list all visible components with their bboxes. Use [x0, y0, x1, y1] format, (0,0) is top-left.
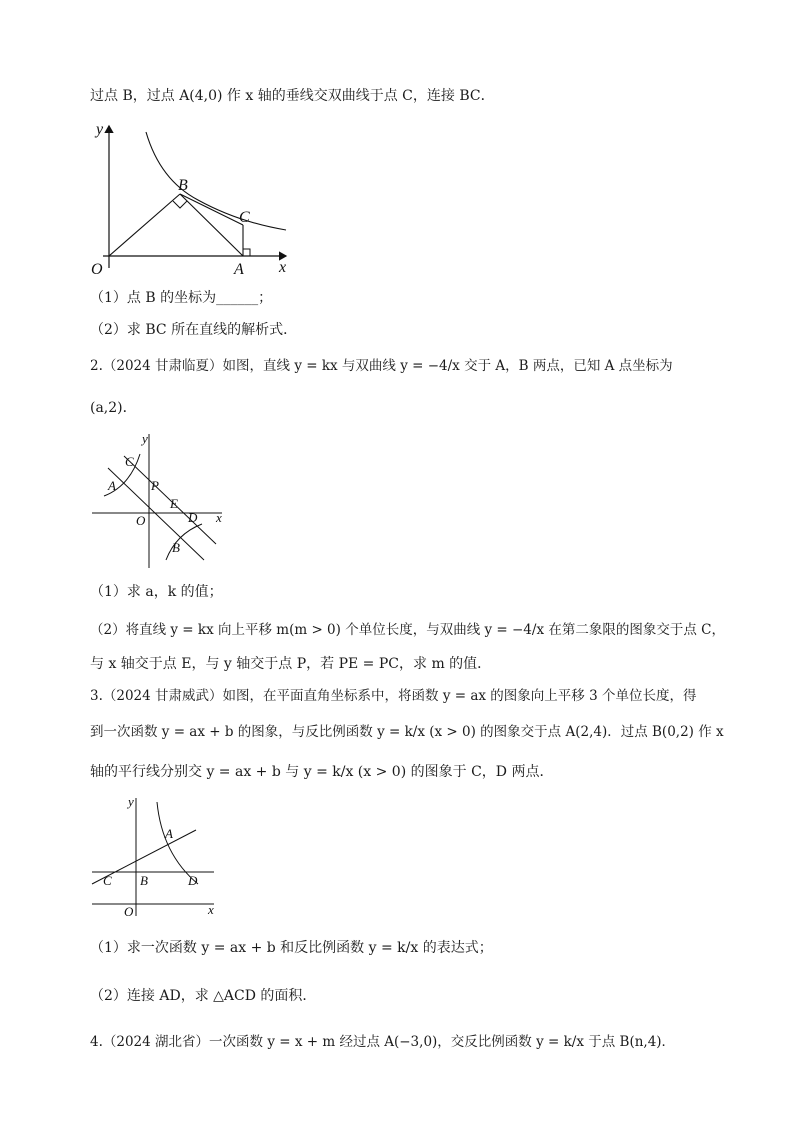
fig1-segment-OB — [109, 194, 180, 256]
line-9: 3.（2024 甘肃威武）如图，在平面直角坐标系中，将函数 y = ax 的图象向上平移 3 个单位长度，得 — [90, 688, 697, 704]
fig3-label-B: B — [140, 873, 148, 888]
fig1-label-y: y — [96, 121, 104, 138]
fig2-label-A: A — [108, 478, 116, 493]
fig3-label-A: A — [165, 826, 173, 841]
fig3-label-y: y — [128, 794, 134, 809]
line-4: 2.（2024 甘肃临夏）如图，直线 y = kx 与双曲线 y = −4/x 交于 A，B 两点，已知 A 点坐标为 — [90, 358, 673, 374]
fig1-label-x: x — [279, 259, 287, 276]
fig1-right-angle-B — [173, 201, 187, 208]
fig1-segment-BC — [180, 194, 243, 225]
fig1-segment-BA — [180, 194, 243, 256]
fig2-label-x: x — [216, 510, 222, 525]
fig3-label-C: C — [103, 873, 112, 888]
line-5: (a,2)． — [90, 400, 137, 416]
fig3-label-D: D — [188, 873, 198, 888]
figure-1-hyperbola-triangle — [88, 118, 303, 283]
line-2: （1）点 B 的坐标为______； — [90, 290, 273, 306]
fig2-label-E: E — [170, 496, 178, 511]
fig2-label-O: O — [136, 513, 146, 528]
fig1-right-angle-A — [243, 249, 250, 256]
fig1-label-C: C — [239, 209, 250, 226]
line-3: （2）求 BC 所在直线的解析式． — [90, 322, 298, 338]
fig3-label-x: x — [208, 902, 214, 917]
fig1-hyperbola — [146, 132, 286, 230]
line-1: 过点 B，过点 A(4,0) 作 x 轴的垂线交双曲线于点 C，连接 BC． — [90, 88, 495, 104]
line-10: 到一次函数 y = ax + b 的图象，与反比例函数 y = k/x (x > 0) 的图象交于点 A(2,4)．过点 B(0,2) 作 x — [90, 724, 724, 740]
fig3-label-O: O — [124, 904, 134, 919]
line-13: （2）连接 AD，求 △ACD 的面积． — [90, 988, 317, 1004]
line-11: 轴的平行线分别交 y = ax + b 与 y = k/x (x > 0) 的图象于 C，D 两点． — [90, 764, 554, 780]
fig1-label-O: O — [91, 261, 103, 278]
line-12: （1）求一次函数 y = ax + b 和反比例函数 y = k/x 的表达式； — [90, 940, 493, 956]
fig2-label-P: P — [151, 478, 159, 493]
fig2-label-y: y — [142, 431, 148, 446]
line-7: （2）将直线 y = kx 向上平移 m(m > 0) 个单位长度，与双曲线 y = −4/x 在第二象限的图象交于点 C， — [90, 622, 725, 638]
line-8: 与 x 轴交于点 E，与 y 轴交于点 P，若 PE = PC，求 m 的值． — [90, 656, 492, 672]
line-6: （1）求 a，k 的值； — [90, 584, 223, 600]
fig2-label-C: C — [125, 454, 134, 469]
figure-3-line-hyperbola — [88, 792, 223, 922]
figure-2-lines-hyperbola — [88, 428, 233, 573]
line-14: 4.（2024 湖北省）一次函数 y = x + m 经过点 A(−3,0)，交反比例函数 y = k/x 于点 B(n,4)． — [90, 1034, 676, 1050]
fig2-label-B: B — [172, 540, 180, 555]
fig2-label-D: D — [188, 510, 198, 525]
fig1-label-B: B — [178, 177, 188, 194]
fig1-label-A: A — [234, 261, 244, 278]
